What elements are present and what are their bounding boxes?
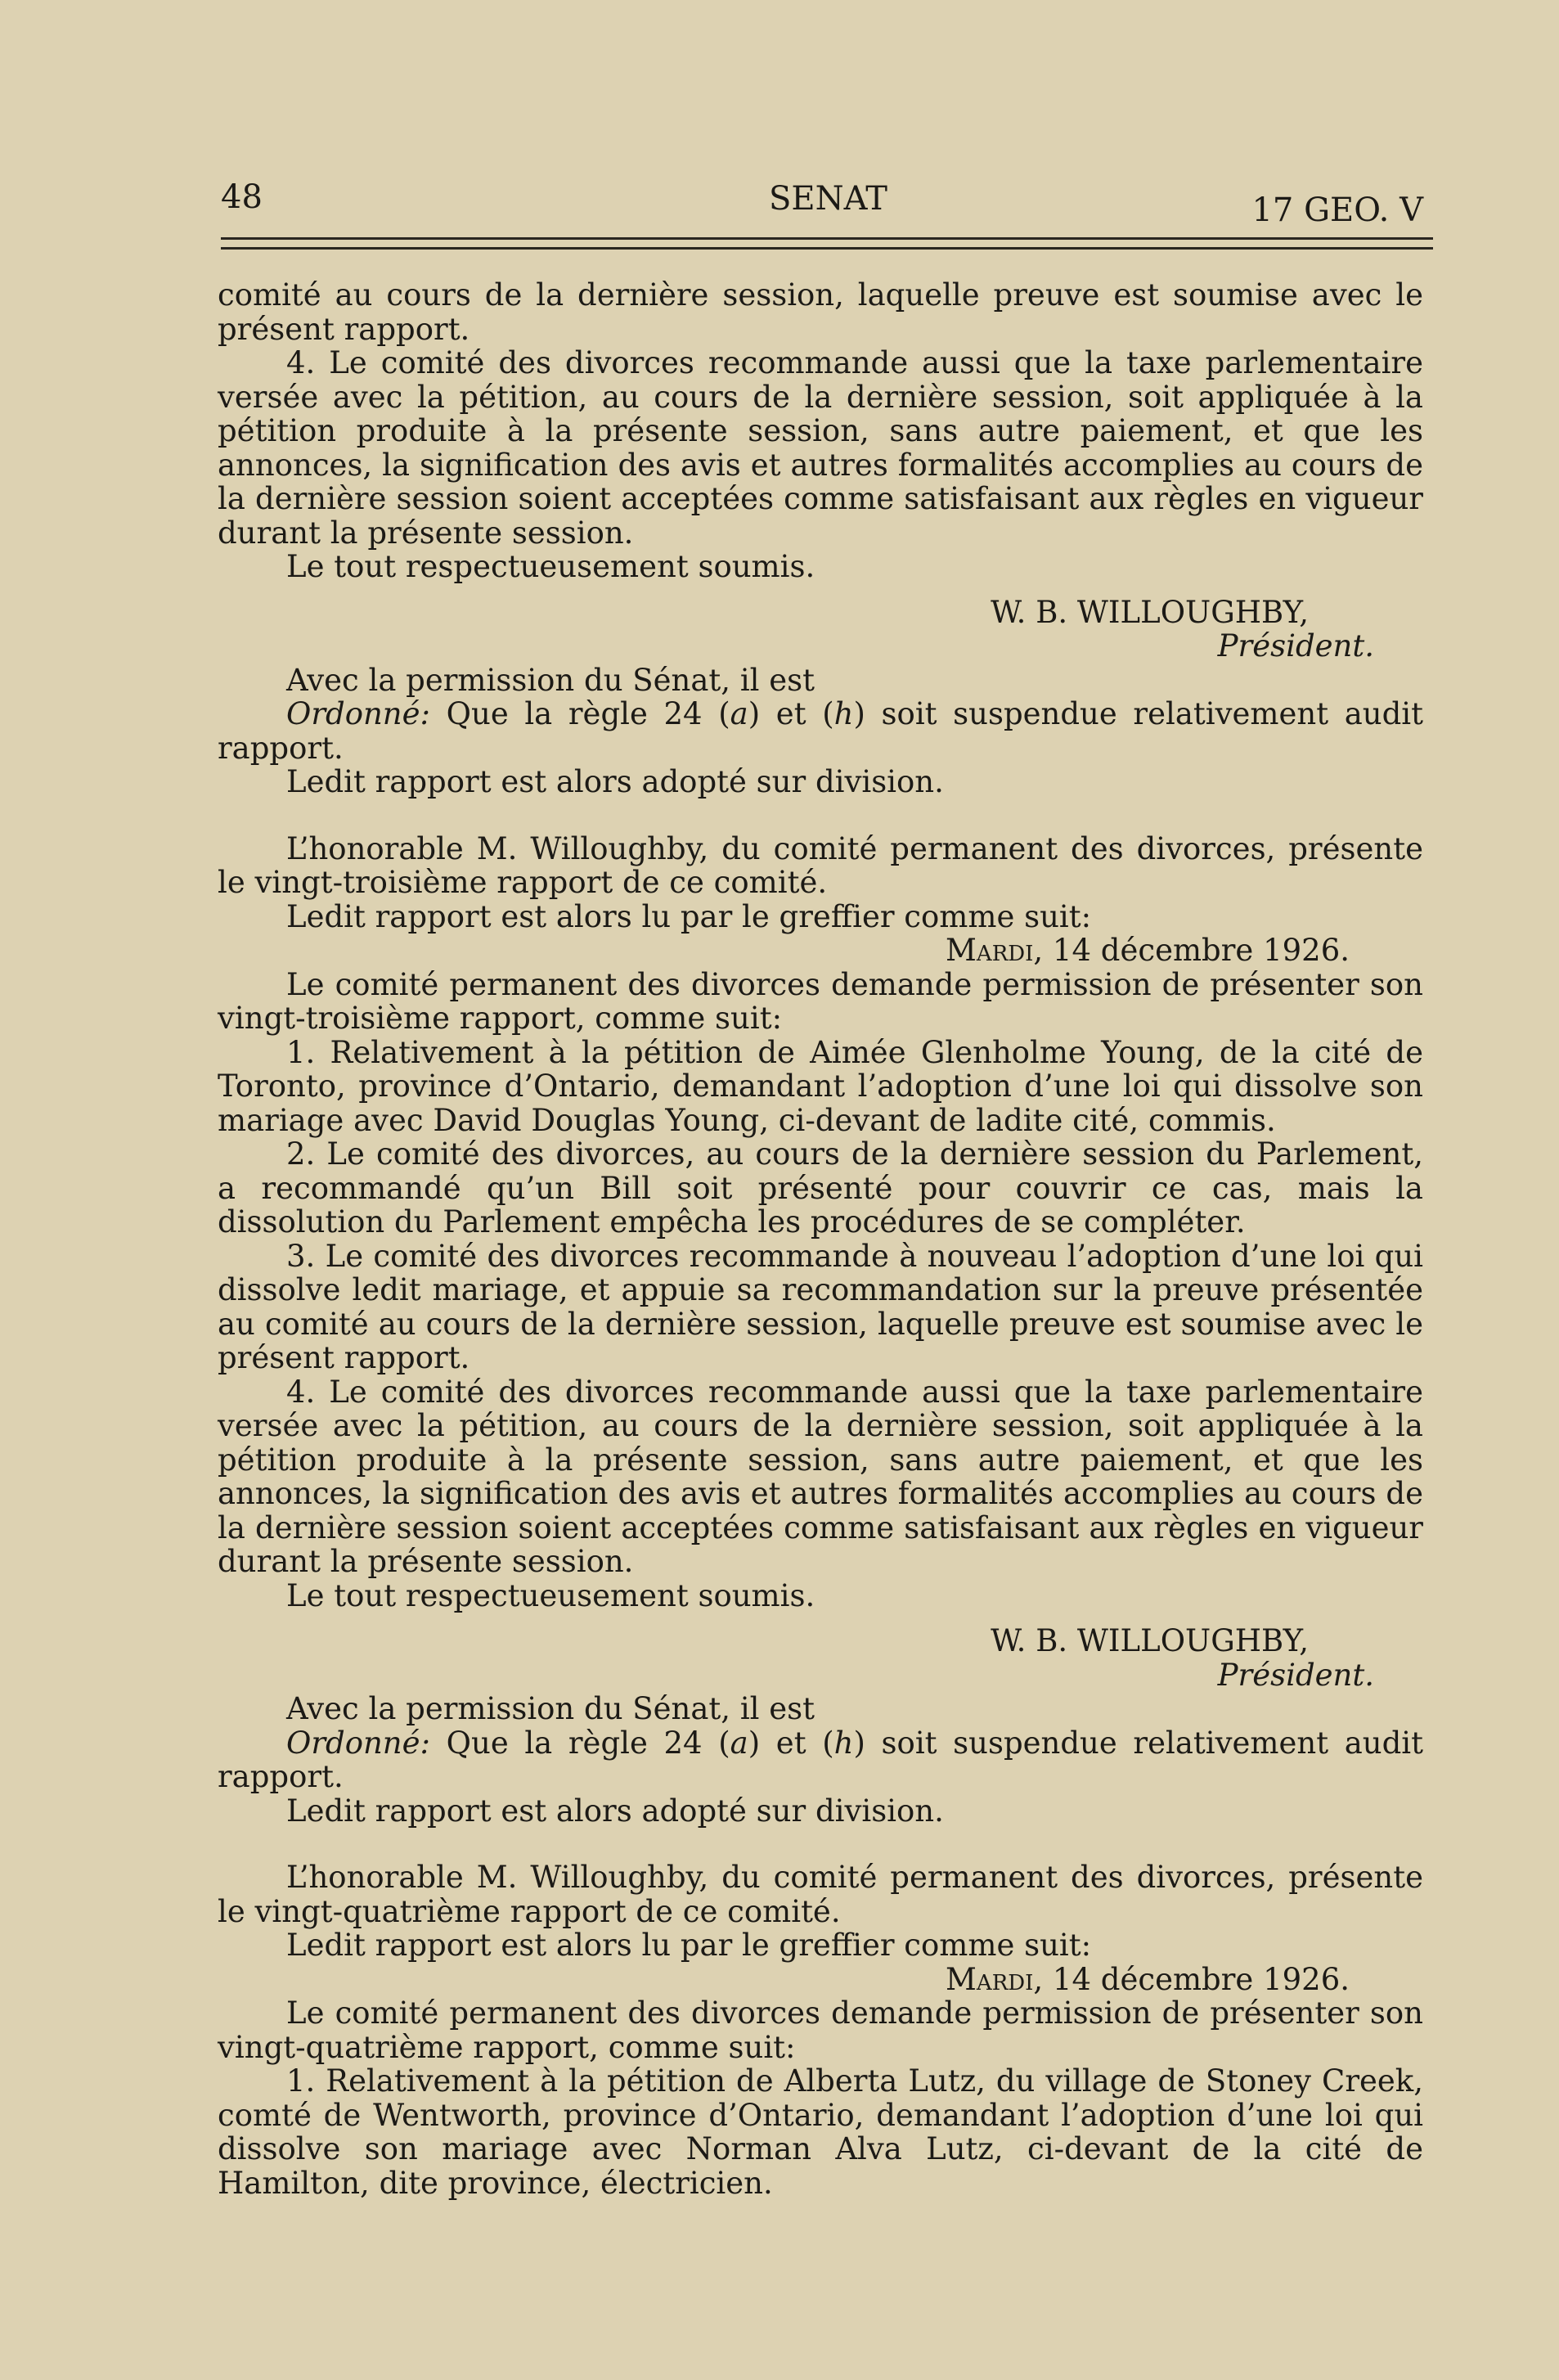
signature-title: Président. [1217, 1657, 1374, 1693]
order-paragraph: Ordonné: Que la règle 24 (a) et (h) soit suspendue relativement audit rapport. [218, 1725, 1423, 1794]
signature-name: W. B. WILLOUGHBY, [991, 594, 1309, 630]
paragraph: Ledit rapport est alors lu par le greffier comme suit: [286, 898, 1092, 934]
paragraph: L’honorable M. Willoughby, du comité permanent des divorces, présente le vingt-quatrième rapport de ce comité. [218, 1860, 1423, 1929]
header-rule-top [221, 237, 1433, 240]
paragraph: Ledit rapport est alors adopté sur division. [286, 1793, 944, 1829]
paragraph: 3. Le comité des divorces recommande à nouveau l’adoption d’une loi qui dissolve ledit mariage, et appuie sa recommandation sur la preuve présentée au comité au cours de la dernière session, laquelle preuve est soumise avec le présent rapport. [218, 1238, 1423, 1375]
running-title: SENAT [769, 180, 887, 218]
report-date: Mardi, 14 décembre 1926. [946, 1961, 1350, 1997]
page-header [221, 178, 1423, 227]
paragraph: 4. Le comité des divorces recommande aussi que la taxe parlementaire versée avec la pétition, au cours de la dernière session, soit appliquée à la pétition produite à la présente session, sans autre paiement, et que les annonces, la signification des avis et autres formalités accomplies au cours de la dernière session soient acceptées comme satisfaisant aux règles en vigueur durant la présente session. [218, 1374, 1423, 1579]
paragraph: Ledit rapport est alors adopté sur division. [286, 764, 944, 799]
signature-name: W. B. WILLOUGHBY, [991, 1623, 1309, 1658]
paragraph: Le comité permanent des divorces demande permission de présenter son vingt-troisième rapport, comme suit: [218, 966, 1423, 1036]
header-rule-bottom [221, 247, 1433, 250]
body-text [218, 278, 1423, 2200]
order-paragraph: Ordonné: Que la règle 24 (a) et (h) soit suspendue relativement audit rapport. [218, 696, 1423, 766]
paragraph: comité au cours de la dernière session, laquelle preuve est soumise avec le présent rapport. [218, 277, 1423, 347]
paragraph: Le tout respectueusement soumis. [286, 1577, 815, 1613]
paragraph: 2. Le comité des divorces, au cours de la dernière session du Parlement, a recommandé qu’un Bill soit présenté pour couvrir ce cas, mais la dissolution du Parlement empêcha les procédures de se compléter. [218, 1136, 1423, 1239]
paragraph: 1. Relativement à la pétition de Aimée Glenholme Young, de la cité de Toronto, province d’Ontario, demandant l’adoption d’une loi qui dissolve son mariage avec David Douglas Young, ci-devant de ladite cité, commis. [218, 1034, 1423, 1138]
paragraph: Avec la permission du Sénat, il est [286, 662, 815, 698]
order-label: Ordonné: [286, 1725, 431, 1761]
paragraph: Le comité permanent des divorces demande permission de présenter son vingt-quatrième rapport, comme suit: [218, 1995, 1423, 2065]
paragraph: 4. Le comité des divorces recommande aussi que la taxe parlementaire versée avec la pétition, au cours de la dernière session, soit appliquée à la pétition produite à la présente session, sans autre paiement, et que les annonces, la signification des avis et autres formalités accomplies au cours de la dernière session soient acceptées comme satisfaisant aux règles en vigueur durant la présente session. [218, 345, 1423, 551]
paragraph: Le tout respectueusement soumis. [286, 549, 815, 584]
report-date: Mardi, 14 décembre 1926. [946, 933, 1350, 968]
signature-title: Président. [1217, 628, 1374, 664]
paragraph: Avec la permission du Sénat, il est [286, 1691, 815, 1726]
page-number: 48 [221, 178, 263, 216]
order-label: Ordonné: [286, 696, 431, 731]
paragraph: Ledit rapport est alors lu par le greffier comme suit: [286, 1928, 1092, 1963]
paragraph: 1. Relativement à la pétition de Alberta Lutz, du village de Stoney Creek, comté de Wentworth, province d’Ontario, demandant l’adoption d’une loi qui dissolve son mariage avec Norman Alva Lutz, ci-devant de la cité de Hamilton, dite province, électricien. [218, 2063, 1423, 2201]
regnal-year: 17 GEO. V [1251, 191, 1423, 229]
paragraph: L’honorable M. Willoughby, du comité permanent des divorces, présente le vingt-troisième rapport de ce comité. [218, 830, 1423, 900]
